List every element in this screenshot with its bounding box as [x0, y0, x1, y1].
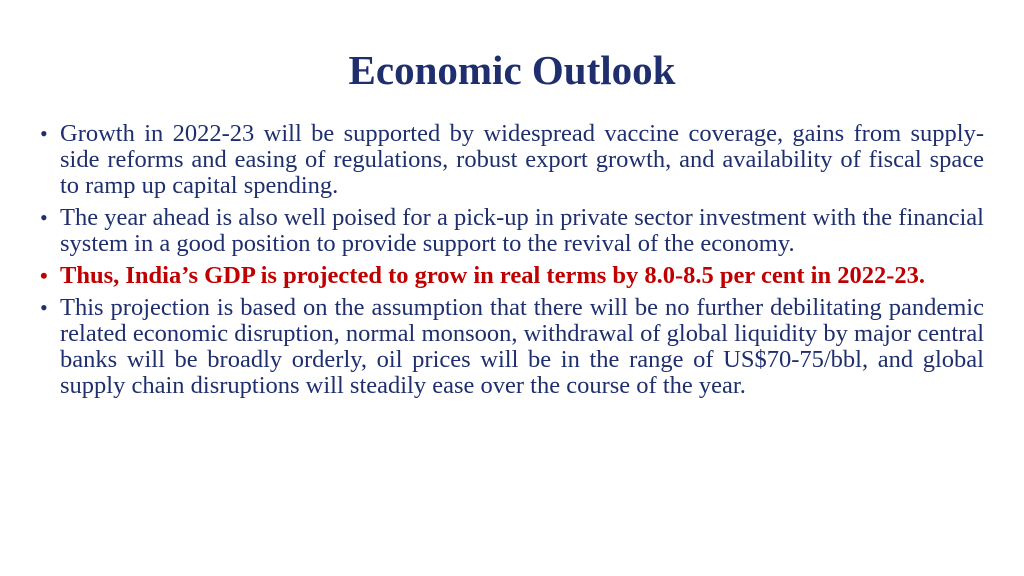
- bullet-icon: •: [40, 295, 48, 320]
- bullet-text: Growth in 2022-23 will be supported by widespread vaccine coverage, gains from supply-side reforms and easing of regulations, robust export growth, and availability of fiscal space to ramp up capital spending.: [60, 120, 984, 199]
- bullet-item-growth-support: [40, 121, 984, 199]
- bullet-list: [40, 121, 984, 405]
- bullet-icon: •: [40, 205, 48, 230]
- bullet-icon: •: [40, 121, 48, 146]
- bullet-icon: •: [40, 263, 48, 288]
- bullet-item-gdp-projection: [40, 263, 984, 289]
- bullet-text: Thus, India’s GDP is projected to grow in real terms by 8.0-8.5 per cent in 2022-23.: [60, 262, 925, 289]
- bullet-text: This projection is based on the assumption that there will be no further debilitating pandemic related economic disruption, normal monsoon, withdrawal of global liquidity by major central banks will be broadly orderly, oil prices will be in the range of US$70-75/bbl, and global supply chain disruptions will steadily ease over the course of the year.: [60, 294, 984, 399]
- bullet-text: The year ahead is also well poised for a pick-up in private sector investment with the financial system in a good position to provide support to the revival of the economy.: [60, 204, 984, 257]
- bullet-item-projection-assumptions: [40, 295, 984, 399]
- slide-title: Economic Outlook: [348, 47, 676, 93]
- bullet-item-private-investment: [40, 205, 984, 257]
